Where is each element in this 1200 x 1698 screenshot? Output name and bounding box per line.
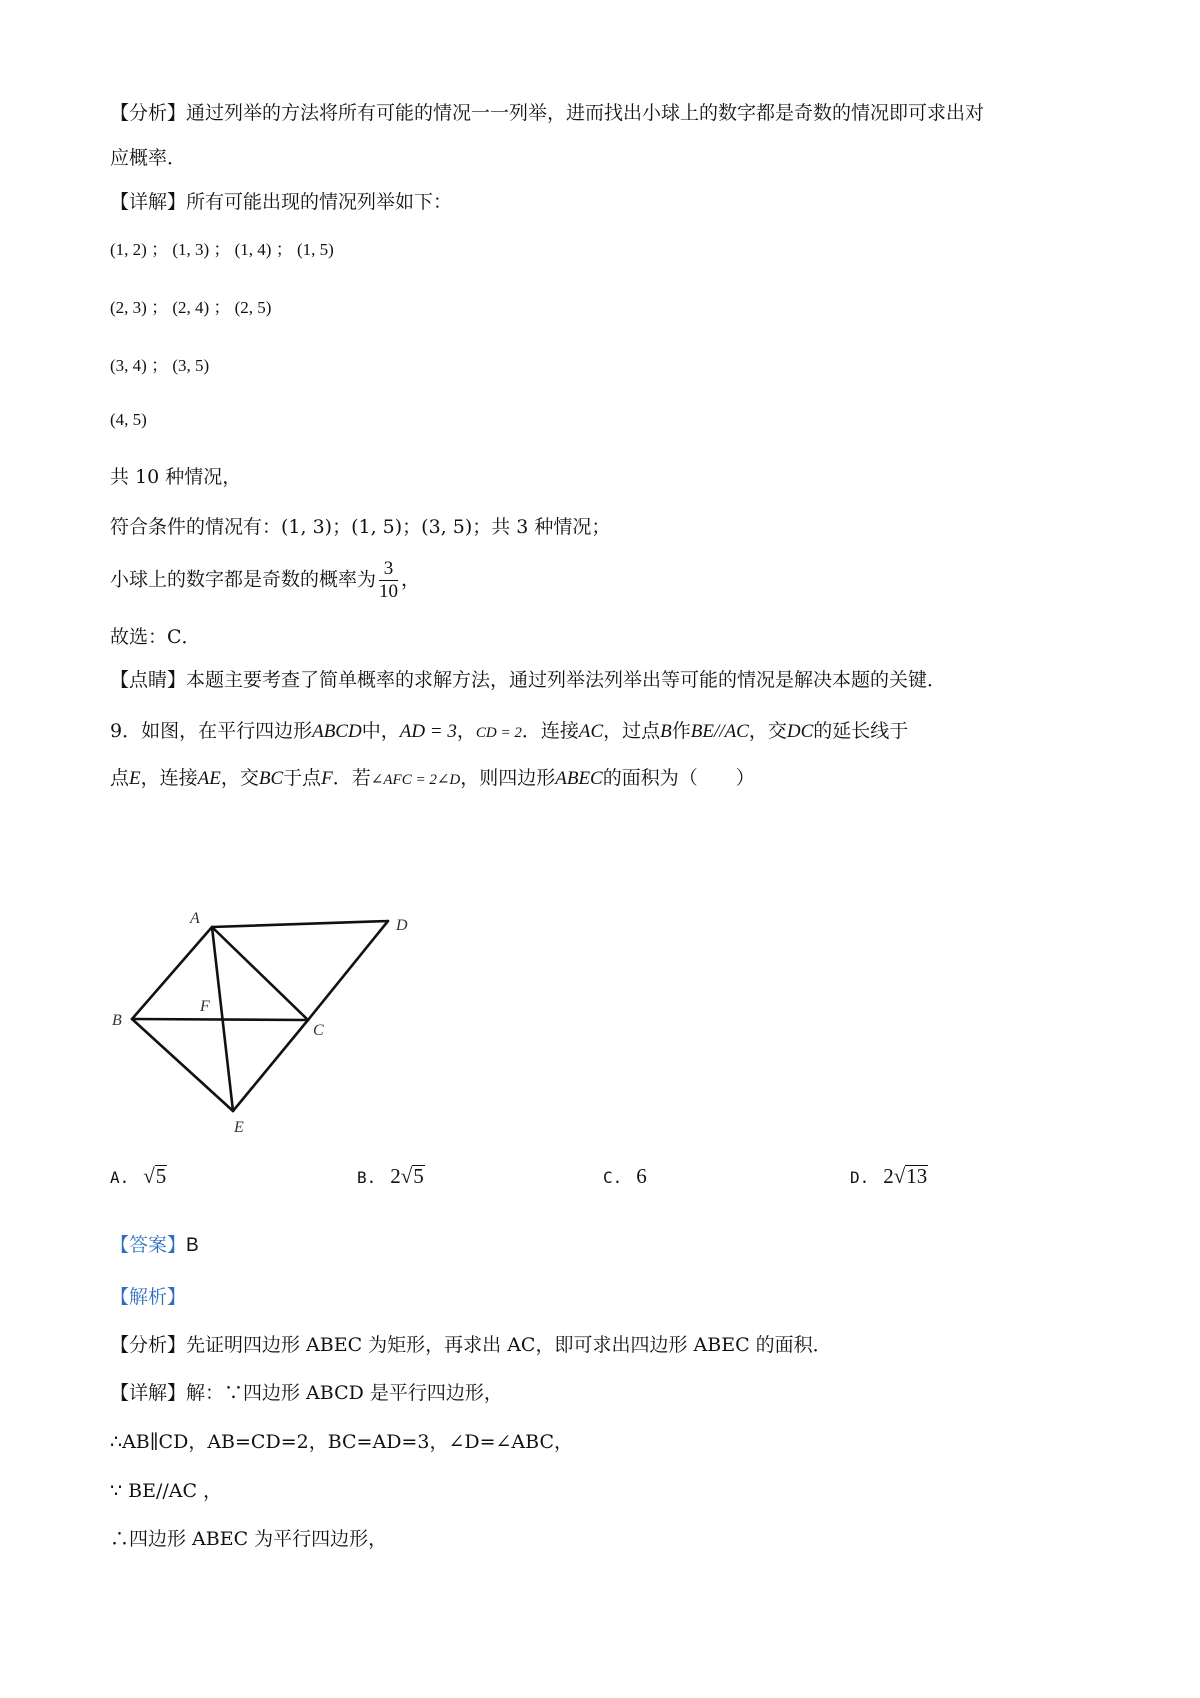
fraction-denominator: 10 [379, 581, 399, 602]
option-value: √5 [143, 1164, 167, 1188]
q9-math: AC [578, 721, 604, 742]
option-d[interactable] [850, 1164, 928, 1189]
segment-ac [212, 927, 308, 1020]
q9-text: ，连接 [140, 767, 198, 789]
question-9-line-2 [110, 763, 755, 790]
q9-math: DC [786, 721, 814, 742]
q9-math: ABCD [312, 721, 362, 742]
fraction-numerator: 3 [379, 558, 398, 581]
choice-line: 故选：C． [110, 626, 201, 648]
q9-text: 的面积为（ ） [602, 767, 755, 789]
label-d: D [396, 917, 408, 934]
q9-math: F [321, 768, 333, 789]
detail-intro: 【详解】所有可能出现的情况列举如下： [110, 191, 453, 213]
probability-fraction [379, 558, 398, 603]
option-radicand: 13 [906, 1164, 928, 1188]
q9-math: B [660, 721, 672, 742]
q9-text: ， [456, 720, 476, 742]
q9-text: ，则四边形 [460, 767, 556, 789]
option-label: D. [850, 1168, 870, 1187]
segment-ad [212, 921, 388, 927]
pairs-row-1: (1, 2) ； (1, 3) ； (1, 4) ； (1, 5) [110, 240, 334, 259]
q9-math: BE//AC [690, 721, 749, 742]
q9-text: ，交 [220, 767, 259, 789]
label-c: C [313, 1022, 324, 1039]
solution-detail-2: ∴AB∥CD，AB=CD=2，BC=AD=3，∠D=∠ABC， [110, 1431, 574, 1453]
q9-math: BC [258, 768, 284, 789]
matching-cases: 符合条件的情况有：(1, 3)；(1, 5)；(3, 5)；共 3 种情况； [110, 516, 611, 538]
option-value: 2√13 [883, 1164, 928, 1188]
q9-math: AE [197, 768, 221, 789]
option-c[interactable] [603, 1164, 647, 1189]
option-value: 6 [636, 1164, 647, 1188]
option-radicand: 5 [155, 1164, 167, 1188]
q9-text: ，过点 [603, 720, 661, 742]
comment-line: 【点睛】本题主要考查了简单概率的求解方法，通过列举法列举出等可能的情况是解决本题的关键． [110, 669, 947, 691]
segment-be [132, 1019, 233, 1111]
answer-value: B [186, 1235, 199, 1256]
q9-text: 的延长线于 [813, 720, 909, 742]
probability-line [110, 558, 420, 603]
segment-ce [233, 1020, 308, 1111]
q9-text: 中， [361, 720, 400, 742]
option-b[interactable] [357, 1164, 425, 1189]
option-label: B. [357, 1168, 377, 1187]
answer-tag: 【答案】 [110, 1234, 187, 1256]
q9-text: 9．如图，在平行四边形 [110, 720, 313, 742]
label-f: F [200, 998, 210, 1015]
option-coefficient: 2 [390, 1164, 401, 1188]
label-b: B [112, 1012, 122, 1029]
total-cases: 共 10 种情况， [110, 466, 242, 488]
label-a: A [190, 910, 200, 927]
pairs-row-3: (3, 4) ； (3, 5) [110, 356, 210, 375]
probability-suffix: ， [401, 568, 421, 591]
probability-prefix: 小球上的数字都是奇数的概率为 [110, 568, 377, 591]
q9-text: ．连接 [521, 720, 579, 742]
q9-math: ABEC [555, 768, 603, 789]
q9-math: CD = 2 [475, 725, 522, 741]
q9-text: 于点 [283, 767, 322, 789]
option-value: 2√5 [390, 1164, 424, 1188]
solution-analysis: 【分析】先证明四边形 ABEC 为矩形，再求出 AC，即可求出四边形 ABEC 的面积． [110, 1334, 832, 1356]
q9-text: 作 [671, 720, 691, 742]
label-e: E [234, 1119, 244, 1136]
option-a[interactable] [110, 1164, 167, 1189]
pairs-row-2: (2, 3) ； (2, 4) ； (2, 5) [110, 298, 272, 317]
option-coefficient: 2 [883, 1164, 894, 1188]
option-label: A. [110, 1168, 130, 1187]
q9-math: ∠AFC = 2∠D [370, 772, 461, 788]
segment-dc [308, 921, 388, 1020]
solution-detail-3: ∵ BE//AC ， [110, 1480, 223, 1502]
answer-line [110, 1230, 199, 1257]
segment-bc [132, 1019, 308, 1020]
option-radicand: 5 [413, 1164, 424, 1188]
option-label: C. [603, 1168, 623, 1187]
q9-text: ．若 [332, 767, 371, 789]
question-9-line-1 [110, 716, 908, 743]
q9-math: AD = 3 [399, 721, 457, 742]
solution-detail-4: ∴四边形 ABEC 为平行四边形， [110, 1528, 388, 1550]
solution-detail-1: 【详解】解：∵四边形 ABCD 是平行四边形， [110, 1382, 503, 1404]
q9-text: 点 [110, 767, 130, 789]
parallelogram-figure [100, 880, 460, 1140]
q9-math: E [129, 768, 141, 789]
q9-text: ，交 [748, 720, 787, 742]
solution-tag: 【解析】 [110, 1286, 187, 1308]
analysis-line-2: 应概率． [110, 147, 187, 169]
analysis-line-1: 【分析】通过列举的方法将所有可能的情况一一列举，进而找出小球上的数字都是奇数的情况即可求出对 [110, 102, 985, 124]
pairs-row-4: (4, 5) [110, 410, 147, 429]
